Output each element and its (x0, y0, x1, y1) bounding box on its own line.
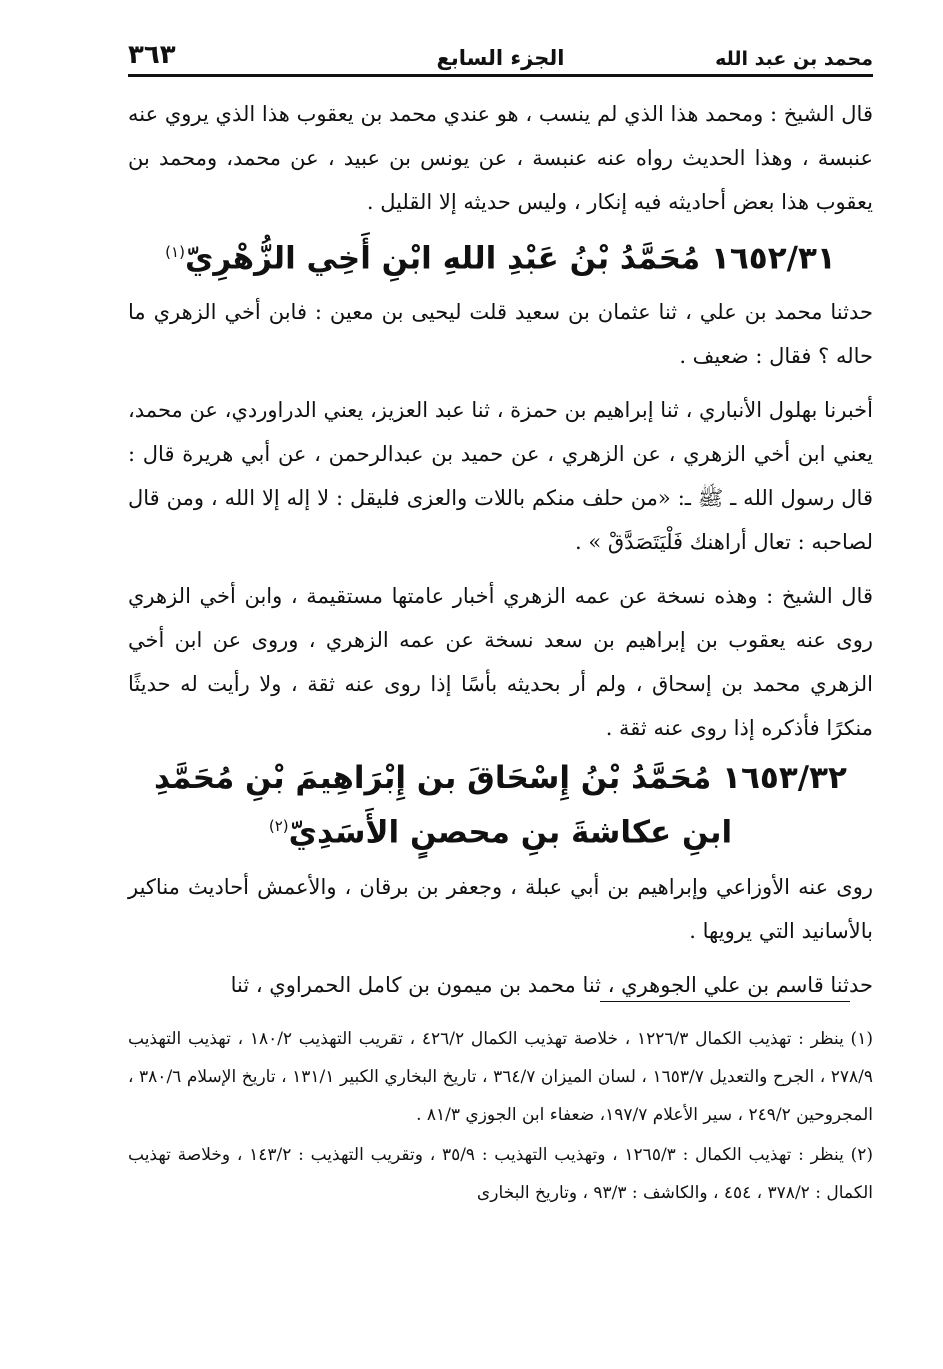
entry-heading-1653 (128, 754, 873, 856)
footnote-ref-1: (١) (165, 243, 185, 261)
footnote-separator (600, 1001, 850, 1002)
paragraph-ibn-maeen: حدثنا محمد بن علي ، ثنا عثمان بن سعيد قلت ليحيى بن معين : فابن أخي الزهري ما حاله ؟ فقال : ضعيف . (128, 300, 873, 369)
paragraph-hadith: أخبرنا بهلول الأنباري ، ثنا إبراهيم بن حمزة ، ثنا عبد العزيز، يعني الدراوردي، عن محمد، يعني ابن أخي الزهري ، عن الزهري ، عن حميد بن عبدالرحمن ، عن أبي هريرة قال : قال رسول الله ـ ﷺ ـ: «من حلف منكم باللات والعزى فليقل : لا إله إلا الله ، ومن قال لصاحبه : تعال أراهنك فَلْيَتَصَدَّقْ » . (128, 398, 873, 555)
footnote-2: (٢) ينظر : تهذيب الكمال : ١٢٦٥/٣ ، وتهذيب التهذيب : ٣٥/٩ ، وتقريب التهذيب : ١٤٣/٢ ، وخلاصة تهذيب الكمال : ٣٧٨/٢ ، ٤٥٤ ، والكاشف : ٩٣/٣ ، وتاريخ البخارى (128, 1145, 873, 1203)
footnotes (128, 1020, 873, 1212)
entry-heading-line2: ابنِ عكاشةَ بنِ محصنٍ الأَسَدِيّ (288, 814, 733, 851)
running-title-volume: الجزء السابع (436, 46, 565, 70)
footnote-ref-2: (٢) (268, 817, 289, 836)
paragraph-sheikh-comment-1: قال الشيخ : ومحمد هذا الذي لم ينسب ، هو عندي محمد بن يعقوب هذا الذي يروي عنه عنبسة ، وهذا الحديث رواه عنه عنبسة ، عن يونس بن عبيد ، عن محمد، ومحمد بن يعقوب هذا بعض أحاديثه فيه إنكار ، وليس حديثه إلا القليل . (128, 102, 873, 214)
running-title-section: محمد بن عبد الله (715, 48, 873, 70)
page-number: ٣٦٣ (128, 40, 176, 70)
paragraph-sheikh-comment-2: قال الشيخ : وهذه نسخة عن عمه الزهري أخبار عامتها مستقيمة ، وابن أخي الزهري روى عنه يعقوب بن إبراهيم بن سعد نسخة عن عمه الزهري ، وروى عن ابن أخي الزهري محمد بن إسحاق ، ولم أر بحديثه بأسًا إذا روى عنه ثقة ، ولا رأيت له حديثًا منكرًا فأذكره إذا روى عنه ثقة . (128, 584, 873, 741)
running-header (128, 30, 873, 77)
entry-heading-1652 (128, 228, 873, 282)
main-text (128, 92, 873, 1007)
entry-heading-text: ١٦٥٢/٣١ مُحَمَّدُ بْنُ عَبْدِ اللهِ ابْنِ أَخِي الزُّهْرِيّ (184, 240, 836, 277)
entry-heading-line1: ١٦٥٣/٣٢ مُحَمَّدُ بْنُ إِسْحَاقَ بن إِبْرَاهِيمَ بْنِ مُحَمَّدِ (154, 760, 847, 797)
paragraph-isnad: حدثنا قاسم بن علي الجوهري ، ثنا محمد بن ميمون بن كامل الحمراوي ، ثنا (230, 972, 873, 997)
paragraph-narrators: روى عنه الأوزاعي وإبراهيم بن أبي عبلة ، وجعفر بن برقان ، والأعمش أحاديث مناكير بالأسانيد التي يرويها . (128, 874, 873, 943)
footnote-1: (١) ينظر : تهذيب الكمال ١٢٢٦/٣ ، خلاصة تهذيب الكمال ٤٢٦/٢ ، تقريب التهذيب ١٨٠/٢ ، تهذيب التهذيب ٢٧٨/٩ ، الجرح والتعديل ١٦٥٣/٧ ، لسان الميزان ٣٦٤/٧ ، تاريخ البخاري الكبير ١٣١/١ ، تاريخ الإسلام ٣٨٠/٦ ، المجروحين ٢٤٩/٢ ، سير الأعلام ١٩٧/٧، ضعفاء ابن الجوزي ٨١/٣ . (128, 1029, 874, 1125)
